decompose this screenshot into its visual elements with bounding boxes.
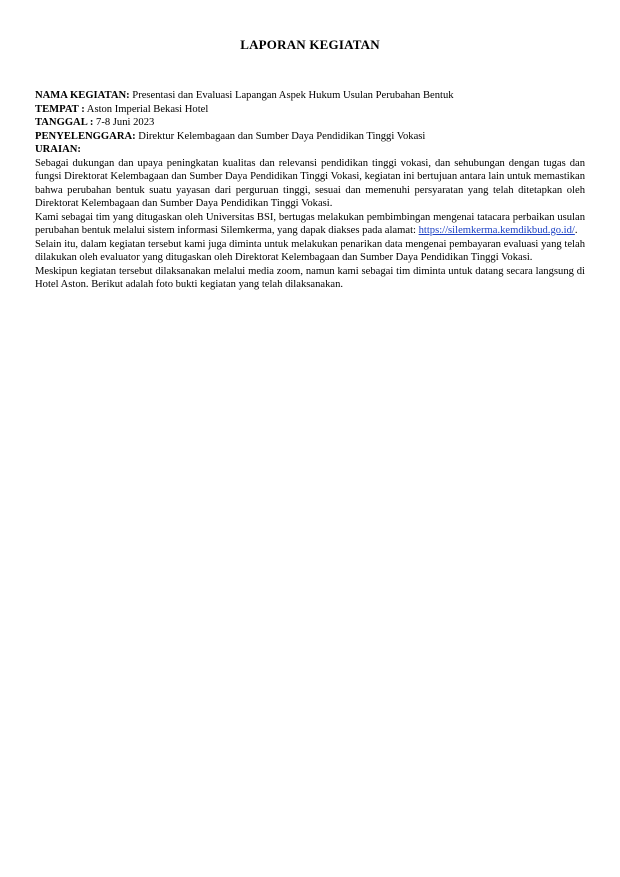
paragraph-text: Kami sebagai tim yang ditugaskan oleh Universitas BSI, bertugas melakukan pembimbingan mengenai tatacara perbaikan usulan perubahan bentuk melalui sistem informasi Silemkerma, yang dapak diakses pada alamat: <box>35 211 585 236</box>
field-label: TANGGAL : <box>35 117 94 128</box>
paragraph-text: . <box>574 225 578 236</box>
field-value: Presentasi dan Evaluasi Lapangan Aspek Hukum Usulan Perubahan Bentuk <box>129 90 454 101</box>
field-value: Aston Imperial Bekasi Hotel <box>84 103 209 115</box>
field-tempat <box>35 103 585 117</box>
paragraph-task <box>35 211 585 238</box>
field-value: 7-8 Juni 2023 <box>93 117 155 128</box>
report-body <box>35 89 585 292</box>
paragraph-data-collection: Selain itu, dalam kegiatan tersebut kami juga diminta untuk melakukan penarikan data mengenai pembayaran evaluasi yang telah dilakukan oleh evaluator yang ditugaskan oleh Direktorat Kelembagaan dan Sumber Daya Pendidikan Tinggi Vokasi. <box>35 238 585 263</box>
field-value: Direktur Kelembagaan dan Sumber Daya Pendidikan Tinggi Vokasi <box>135 130 426 142</box>
document-title: LAPORAN KEGIATAN <box>240 37 380 52</box>
field-label: NAMA KEGIATAN: <box>35 90 130 101</box>
field-label: PENYELENGGARA: <box>35 130 136 142</box>
field-uraian <box>35 143 585 157</box>
field-label: URAIAN: <box>35 144 81 155</box>
paragraph-purpose: Sebagai dukungan dan upaya peningkatan kualitas dan relevansi pendidikan tinggi vokasi, dan sehubungan dengan tugas dan fungsi Direktorat Kelembagaan dan Sumber Daya Pendidikan Tinggi Vokasi, kegiatan ini bertujuan antara lain untuk memastikan bahwa perubahan bentuk suatu yayasan dari perguruan tinggi, sesuai dan memenuhi persyaratan yang telah ditetapkan oleh Direktorat Kelembagaan dan Sumber Daya Pendidikan Tinggi Vokasi. <box>35 157 585 209</box>
field-label: TEMPAT : <box>35 103 85 115</box>
silemkerma-link[interactable]: https://silemkerma.kemdikbud.go.id/ <box>418 225 575 236</box>
field-penyelenggara <box>35 130 585 144</box>
field-nama-kegiatan <box>35 89 585 103</box>
paragraph-zoom-note: Meskipun kegiatan tersebut dilaksanakan melalui media zoom, namun kami sebagai tim diminta untuk datang secara langsung di Hotel Aston. Berikut adalah foto bukti kegiatan yang telah dilaksanakan. <box>35 265 585 290</box>
field-tanggal <box>35 116 585 130</box>
